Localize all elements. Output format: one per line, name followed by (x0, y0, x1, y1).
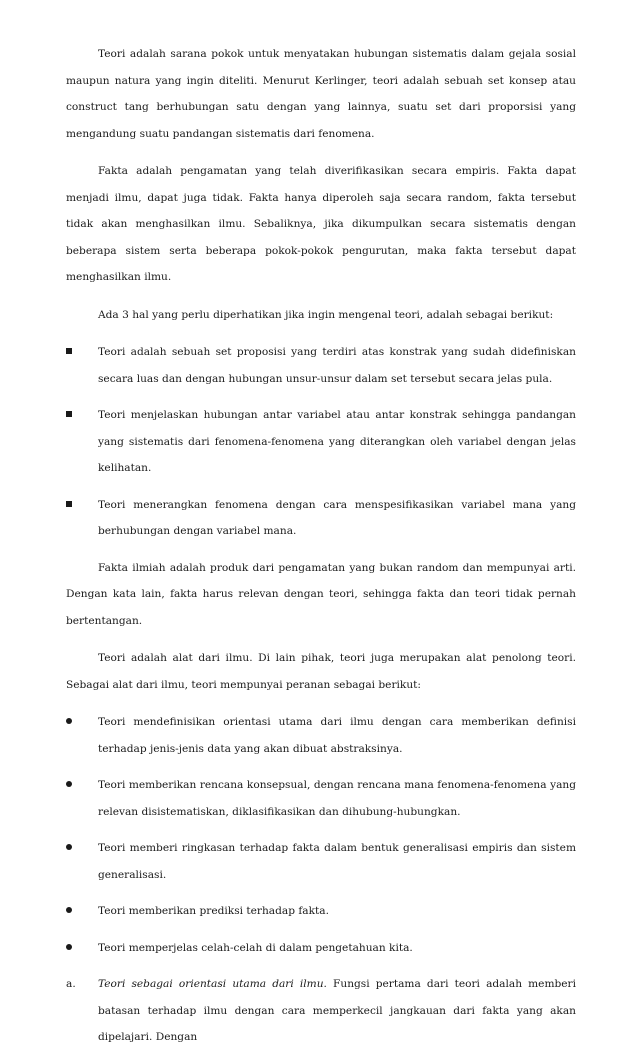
round-bullet-icon (66, 709, 86, 736)
list-item-text: Teori menerangkan fenomena dengan cara menspesifikasikan variabel mana yang berhubungan dengan variabel mana. (98, 498, 576, 537)
item-letter: a. (66, 978, 76, 990)
list-item-text: Teori memberikan prediksi terhadap fakta. (98, 905, 329, 917)
list-item-text: Teori mendefinisikan orientasi utama dari ilmu dengan cara memberikan definisi terhadap jenis-jenis data yang akan dibuat abstraksinya. (98, 716, 576, 755)
square-bullet-icon (66, 402, 86, 429)
list-item (66, 492, 576, 545)
list-item (66, 898, 576, 925)
list-item-text: Teori memberi ringkasan terhadap fakta dalam bentuk generalisasi empiris dan sistem generalisasi. (98, 842, 576, 881)
round-bullet-list (66, 709, 576, 961)
list-item (66, 835, 576, 888)
list-item (66, 709, 576, 762)
list-item-text: Teori adalah sebuah set proposisi yang terdiri atas konstrak yang sudah didefiniskan secara luas dan dengan hubungan unsur-unsur dalam set tersebut secara jelas pula. (98, 346, 576, 385)
lettered-item-a (66, 971, 576, 1051)
list-item (66, 935, 576, 962)
list-item-text: Teori memperjelas celah-celah di dalam pengetahuan kita. (98, 941, 413, 954)
square-bullet-list (66, 339, 576, 545)
round-bullet-icon (66, 935, 86, 962)
round-bullet-icon (66, 835, 86, 862)
round-bullet-icon (66, 772, 86, 799)
list-item (66, 402, 576, 482)
square-bullet-icon (66, 492, 86, 519)
list-item (66, 339, 576, 392)
paragraph-fact-definition: Fakta adalah pengamatan yang telah diverifikasikan secara empiris. Fakta dapat menjadi ilmu, dapat juga tidak. Fakta hanya diperoleh saja secara random, fakta tersebut tidak akan menghasilkan ilmu. Sebaliknya, jika dikumpulkan secara sistematis dengan beberapa sistem serta beberapa pokok-pokok pengurutan, maka fakta tersebut dapat menghasilkan ilmu. (66, 165, 576, 283)
paragraph-three-points-intro: Ada 3 hal yang perlu diperhatikan jika ingin mengenal teori, adalah sebagai berikut: (98, 308, 554, 321)
item-title: Teori sebagai orientasi utama dari ilmu (98, 978, 324, 990)
item-text: . Fungsi pertama dari teori adalah memberi batasan terhadap ilmu dengan cara memperkecil jangkauan dari fakta yang akan dipelajari. Dengan (98, 978, 576, 1043)
paragraph-scientific-fact: Fakta ilmiah adalah produk dari pengamatan yang bukan random dan mempunyai arti. Dengan kata lain, fakta harus relevan dengan teori, sehingga fakta dan teori tidak pernah bertentangan. (66, 561, 576, 627)
list-item-text: Teori memberikan rencana konsepsual, dengan rencana mana fenomena-fenomena yang relevan disistematiskan, diklasifikasikan dan dihubung-hubungkan. (98, 779, 576, 818)
square-bullet-icon (66, 339, 86, 366)
list-item (66, 772, 576, 825)
round-bullet-icon (66, 898, 86, 925)
paragraph-theory-definition: Teori adalah sarana pokok untuk menyatakan hubungan sistematis dalam gejala sosial maupun natura yang ingin diteliti. Menurut Kerlinger, teori adalah sebuah set konsep atau construct tang berhubungan satu dengan yang lainnya, suatu set dari proporsisi yang mengandung suatu pandangan sistematis dari fenomena. (66, 48, 576, 140)
paragraph-theory-as-tool: Teori adalah alat dari ilmu. Di lain pihak, teori juga merupakan alat penolong teori. Sebagai alat dari ilmu, teori mempunyai peranan sebagai berikut: (66, 652, 576, 691)
list-item-text: Teori menjelaskan hubungan antar variabel atau antar konstrak sehingga pandangan yang sistematis dari fenomena-fenomena yang diterangkan oleh variabel dengan jelas kelihatan. (98, 409, 576, 474)
